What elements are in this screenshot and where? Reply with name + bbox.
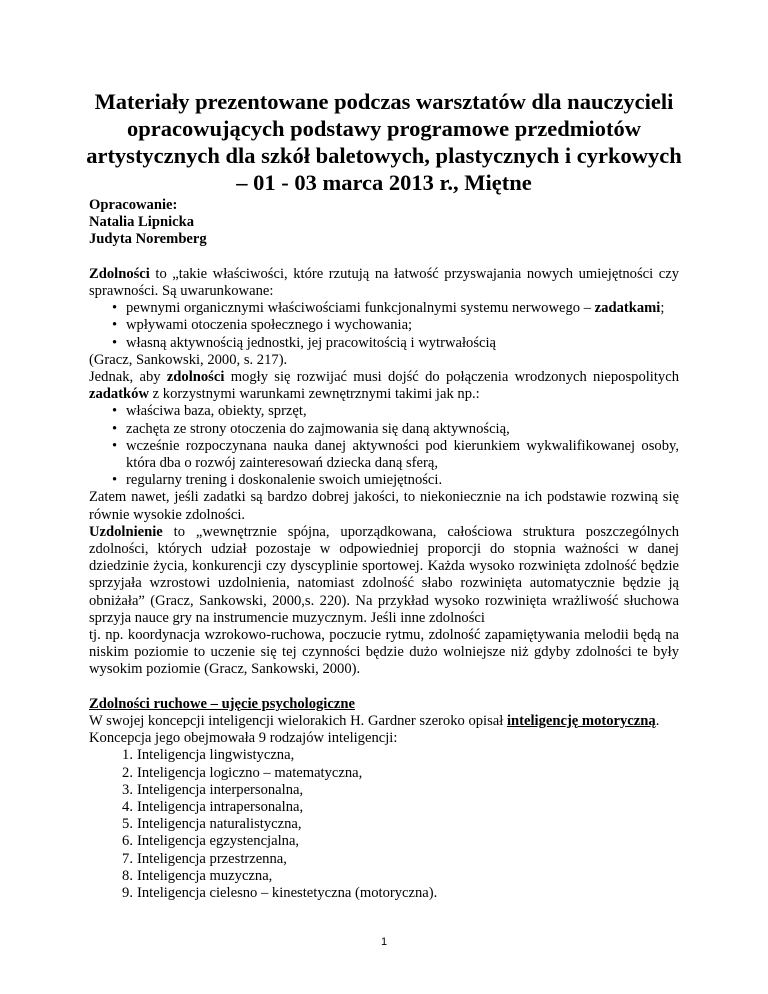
intelligences-list	[89, 747, 679, 902]
list-item: 7. Inteligencja przestrzenna,	[122, 850, 287, 867]
gardner-intro: Koncepcja jego obejmowała 9 rodzajów inteligencji:	[89, 730, 398, 747]
zdolnosci-definition: Zdolności to „takie właściwości, które rzutują na łatwość przyswajania nowych umiejętności czy sprawności. Są uwarunkowane:	[89, 265, 679, 299]
list-item: 4. Inteligencja intrapersonalna,	[122, 799, 304, 816]
uzdolnienie-continuation: tj. np. koordynacja wzrokowo-ruchowa, poczucie rytmu, zdolność zapamiętywania melodii będą na niskim poziomie to uczenie się tej czynności będzie dużo wolniejsze niż gdyby zdolności te były wysokim poziomie (Gracz, Sankowski, 2000).	[89, 627, 679, 678]
list-item: • właściwa baza, obiekty, sprzęt,	[112, 403, 307, 420]
list-item: 5. Inteligencja naturalistyczna,	[122, 816, 302, 833]
list-item: • zachęta ze strony otoczenia do zajmowania się daną aktywnością,	[112, 420, 510, 437]
term-uzdolnienie: Uzdolnienie	[89, 523, 163, 540]
list-item: 6. Inteligencja egzystencjalna,	[122, 833, 300, 850]
section-heading: Zdolności ruchowe – ujęcie psychologiczne	[89, 695, 355, 712]
uzdolnienie-definition: Uzdolnienie to „wewnętrznie spójna, uporządkowana, całościowa struktura poszczególnych zdolności, których udział pozostaje w odpowiedniej proporcji do stopnia ważności w danej dziedzinie życia, konkurencji czy dyscyplinie sportowej. Każda wysoko rozwinięta zdolność będzie sprzyjała wzrostowi uzdolnienia, natomiast zdolność słabo rozwinięta automatycznie będzie ją obniżała” (Gracz, Sankowski, 2000,s. 220). Na przykład wysoko rozwinięta wrażliwość słuchowa sprzyja nauce gry na instrumencie muzycznym. Jeśli inne zdolności	[89, 523, 679, 626]
document-body	[89, 197, 679, 902]
list-item: • wpływami otoczenia społecznego i wychowania;	[112, 317, 413, 334]
list-item: • własną aktywnością jednostki, jej pracowitością i wytrwałością	[112, 334, 497, 351]
author-name: Natalia Lipnicka	[89, 214, 195, 231]
author-name: Judyta Noremberg	[89, 231, 207, 248]
page-number: 1	[380, 936, 388, 948]
list-item: 2. Inteligencja logiczno – matematyczna,	[122, 764, 363, 781]
zdolnosci-paragraph-2: Jednak, aby zdolności mogły się rozwijać musi dojść do połączenia wrodzonych niepospolitych zadatków z korzystnymi warunkami zewnętrznymi takimi jak np.:	[89, 369, 679, 403]
list-item: 1. Inteligencja lingwistyczna,	[122, 747, 295, 764]
list-item: 9. Inteligencja cielesno – kinestetyczna (motoryczna).	[122, 885, 438, 902]
page-title: Materiały prezentowane podczas warsztatów dla nauczycieli opracowujących podstawy programowe przedmiotów artystycznych dla szkół baletowych, plastycznych i cyrkowych – 01 - 03 marca 2013 r., Miętne	[86, 89, 682, 195]
list-item: 8. Inteligencja muzyczna,	[122, 867, 273, 884]
list-item: • wcześnie rozpoczynana nauka danej aktywności pod kierunkiem wykwalifikowanej osoby, która dba o rozwój zainteresowań dziecka daną sferą,	[112, 437, 679, 472]
conditions-list	[89, 300, 679, 352]
term-zdolnosci: Zdolności	[89, 265, 150, 282]
citation: (Gracz, Sankowski, 2000, s. 217).	[89, 351, 288, 368]
list-item: 3. Inteligencja interpersonalna,	[122, 781, 304, 798]
authors-label: Opracowanie:	[89, 197, 178, 213]
authors-block	[89, 197, 679, 249]
zdolnosci-paragraph-3: Zatem nawet, jeśli zadatki są bardzo dobrej jakości, to niekoniecznie na ich podstawie rozwiną się równie wysokie zdolności.	[89, 489, 679, 523]
list-item: • pewnymi organicznymi właściwościami funkcjonalnymi systemu nerwowego – zadatkami;	[112, 300, 665, 317]
gardner-paragraph: W swojej koncepcji inteligencji wielorakich H. Gardner szeroko opisał inteligencję motoryczną.	[89, 713, 660, 730]
external-conditions-list	[89, 403, 679, 489]
list-item: • regularny trening i doskonalenie swoich umiejętności.	[112, 472, 443, 489]
